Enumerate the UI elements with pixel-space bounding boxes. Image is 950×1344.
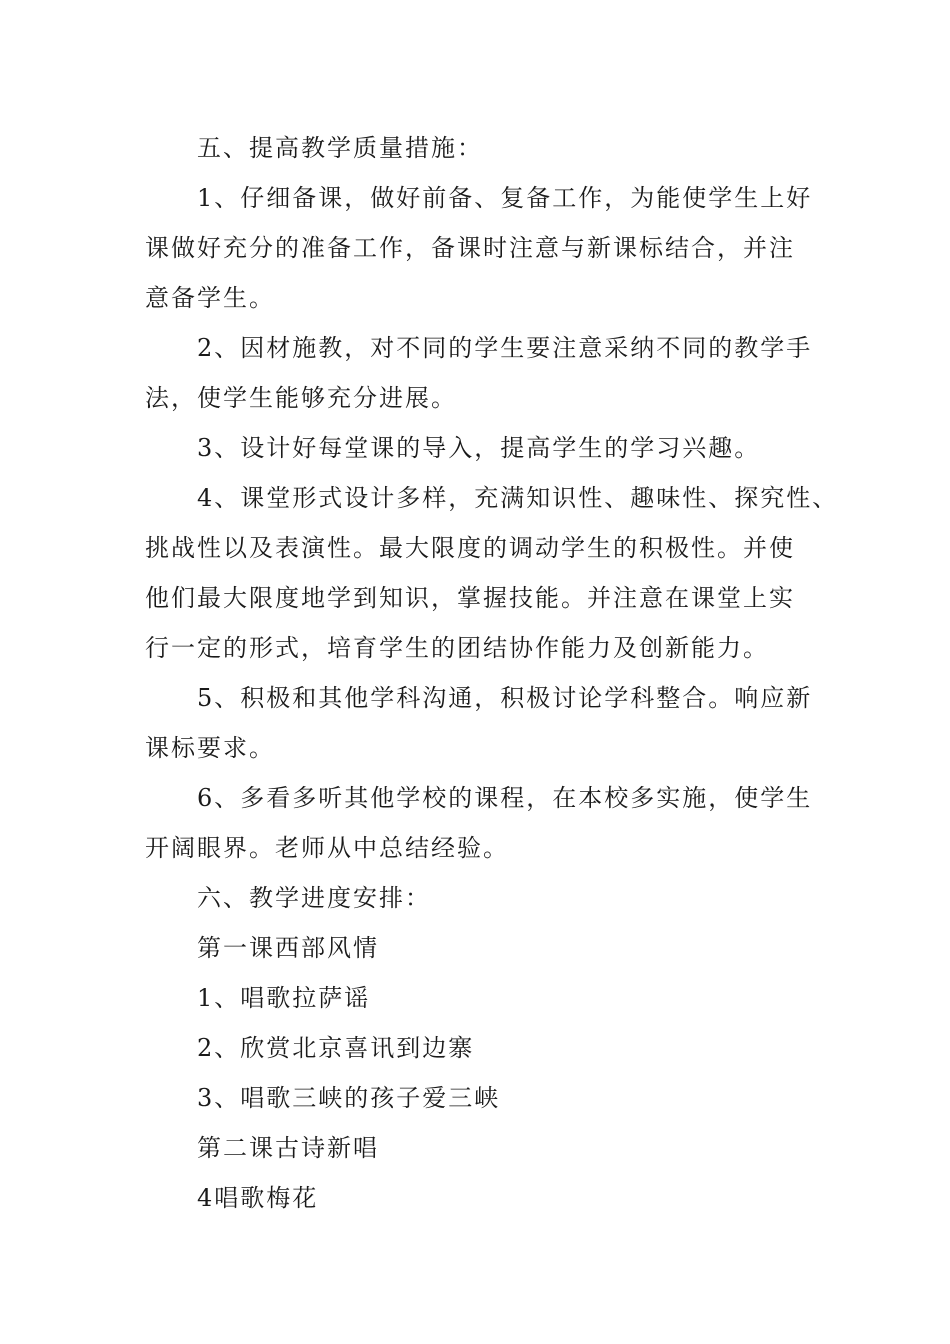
text-line: 6、多看多听其他学校的课程，在本校多实施，使学生 <box>197 784 813 812</box>
text-line: 3、设计好每堂课的导入，提高学生的学习兴趣。 <box>197 434 761 462</box>
lesson-item-2 <box>145 1023 810 1073</box>
text-line: 第一课西部风情 <box>197 934 379 962</box>
text-line: 六、教学进度安排： <box>197 884 431 912</box>
lesson-title-2 <box>145 1123 810 1173</box>
text-line: 2、欣赏北京喜讯到边寨 <box>197 1034 475 1062</box>
text-line: 挑战性以及表演性。最大限度的调动学生的积极性。并使 <box>145 534 795 562</box>
paragraph-heading-6 <box>145 873 810 923</box>
text-line: 1、仔细备课，做好前备、复备工作，为能使学生上好 <box>197 184 813 212</box>
text-line: 意备学生。 <box>145 284 275 312</box>
text-line: 1、唱歌拉萨谣 <box>197 984 371 1012</box>
text-line: 法，使学生能够充分进展。 <box>145 384 457 412</box>
text-line: 第二课古诗新唱 <box>197 1134 379 1162</box>
lesson-item-4 <box>145 1173 810 1223</box>
text-line: 5、积极和其他学科沟通，积极讨论学科整合。响应新 <box>197 684 813 712</box>
text-line: 课标要求。 <box>145 734 275 762</box>
lesson-title-1 <box>145 923 810 973</box>
paragraph-measure-2 <box>145 323 813 423</box>
text-line: 课做好充分的准备工作，备课时注意与新课标结合，并注 <box>145 234 795 262</box>
paragraph-measure-5 <box>145 673 813 773</box>
lesson-item-3 <box>145 1073 810 1123</box>
document-body <box>145 123 839 1223</box>
text-line: 4唱歌梅花 <box>197 1184 319 1212</box>
paragraph-measure-6 <box>145 773 813 873</box>
text-line: 3、唱歌三峡的孩子爱三峡 <box>197 1084 501 1112</box>
text-line: 2、因材施教，对不同的学生要注意采纳不同的教学手 <box>197 334 813 362</box>
text-line: 开阔眼界。老师从中总结经验。 <box>145 834 509 862</box>
text-line: 4、课堂形式设计多样，充满知识性、趣味性、探究性、 <box>197 484 839 512</box>
lesson-item-1 <box>145 973 810 1023</box>
text-line: 行一定的形式，培育学生的团结协作能力及创新能力。 <box>145 634 769 662</box>
paragraph-measure-3 <box>145 423 810 473</box>
paragraph-measure-1 <box>145 173 813 323</box>
text-line: 他们最大限度地学到知识，掌握技能。并注意在课堂上实 <box>145 584 795 612</box>
text-line: 五、提高教学质量措施： <box>197 134 483 162</box>
paragraph-heading-5 <box>145 123 810 173</box>
paragraph-measure-4 <box>145 473 839 673</box>
